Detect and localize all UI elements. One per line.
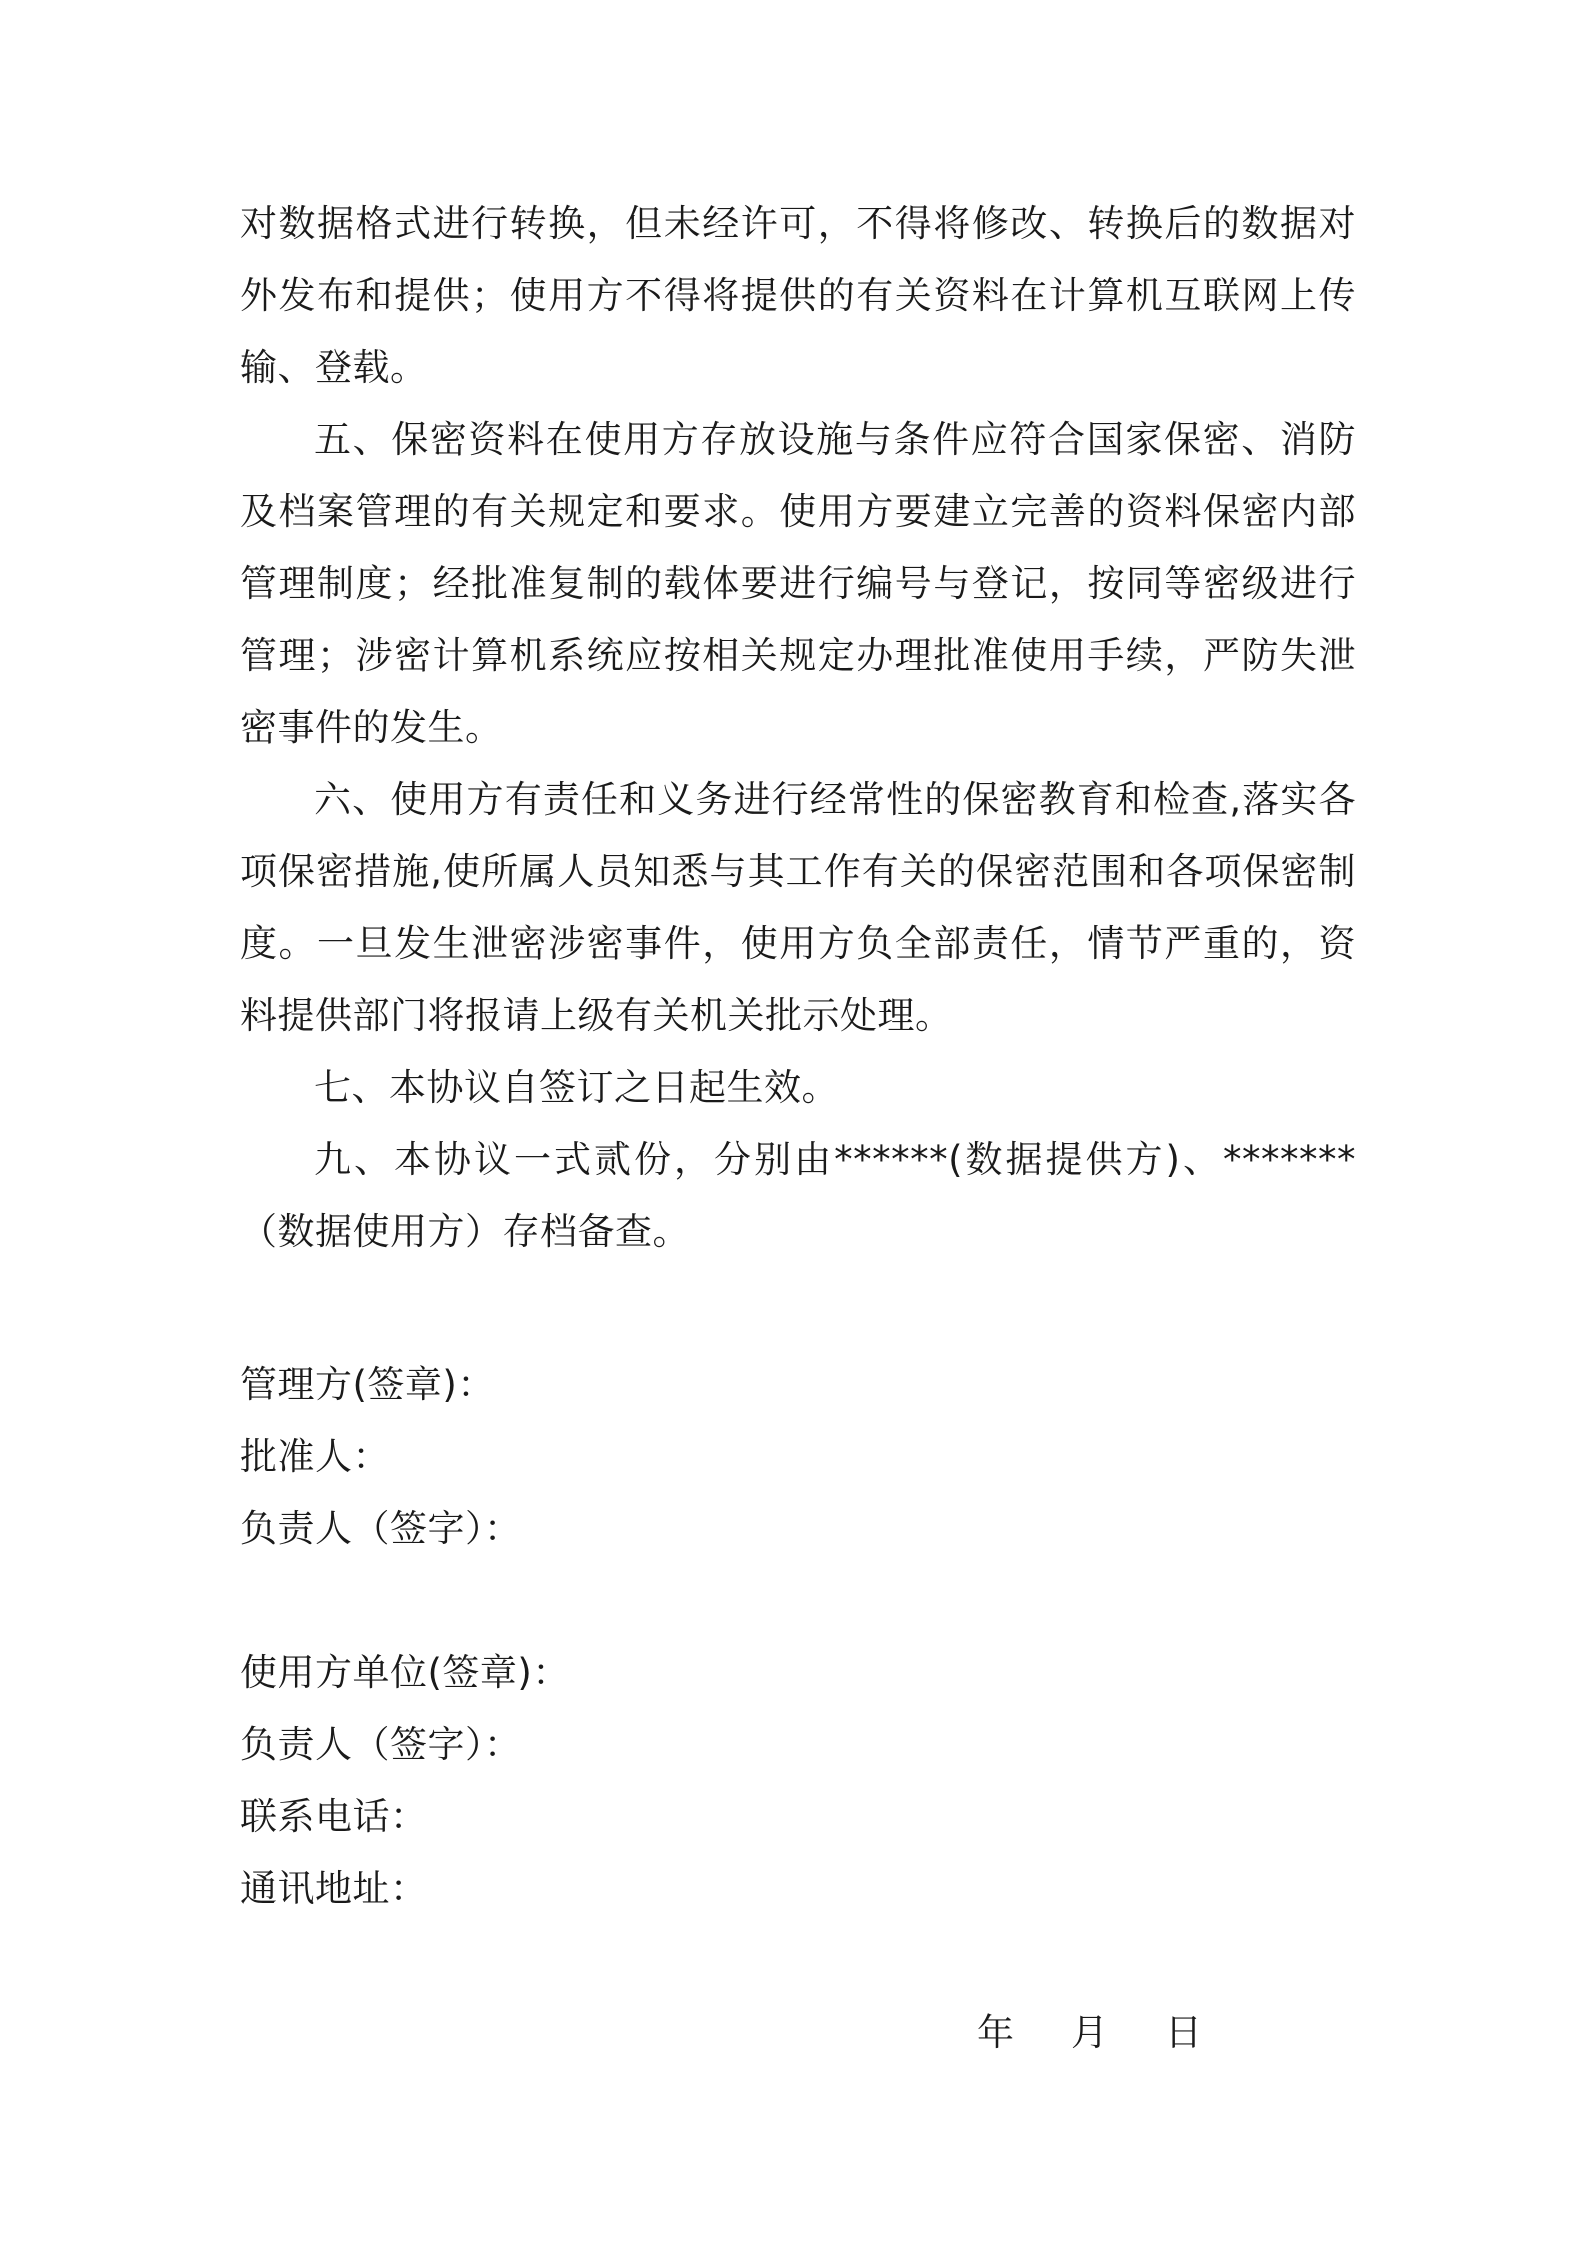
phone-label: 联系电话： bbox=[240, 1795, 428, 1838]
user-signature-block bbox=[240, 1637, 1140, 1925]
paragraph-continuation: 对数据格式进行转换，但未经许可，不得将修改、转换后的数据对外发布和提供；使用方不得将提供的有关资料在计算机互联网上传输、登载。 bbox=[240, 202, 1356, 389]
date-year: 年 bbox=[977, 2011, 1015, 2054]
agreement-body bbox=[240, 188, 1356, 1268]
clause-five: 五、保密资料在使用方存放设施与条件应符合国家保密、消防及档案管理的有关规定和要求。使用方要建立完善的资料保密内部管理制度；经批准复制的载体要进行编号与登记，按同等密级进行管理；涉密计算机系统应按相关规定办理批准使用手续，严防失泄密事件的发生。 bbox=[240, 418, 1356, 749]
date-month: 月 bbox=[1071, 2011, 1109, 2054]
user-seal-label: 使用方单位(签章)： bbox=[240, 1651, 570, 1694]
clause-seven: 七、本协议自签订之日起生效。 bbox=[314, 1066, 839, 1109]
admin-responsible-label: 负责人（签字）： bbox=[240, 1507, 522, 1550]
clause-six: 六、使用方有责任和义务进行经常性的保密教育和检查,落实各项保密措施,使所属人员知悉与其工作有关的保密范围和各项保密制度。一旦发生泄密涉密事件，使用方负全部责任，情节严重的，资料提供部门将报请上级有关机关批示处理。 bbox=[240, 778, 1356, 1037]
admin-signature-block bbox=[240, 1349, 1140, 1565]
date-line bbox=[930, 1925, 1202, 2141]
date-day: 日 bbox=[1165, 2011, 1203, 2054]
admin-seal-label: 管理方(签章)： bbox=[240, 1363, 495, 1406]
clause-nine: 九、本协议一式贰份，分别由******(数据提供方)、*******（数据使用方）存档备查。 bbox=[240, 1138, 1356, 1253]
address-label: 通讯地址： bbox=[240, 1867, 428, 1910]
user-responsible-label: 负责人（签字）： bbox=[240, 1723, 522, 1766]
approver-label: 批准人： bbox=[240, 1435, 390, 1478]
